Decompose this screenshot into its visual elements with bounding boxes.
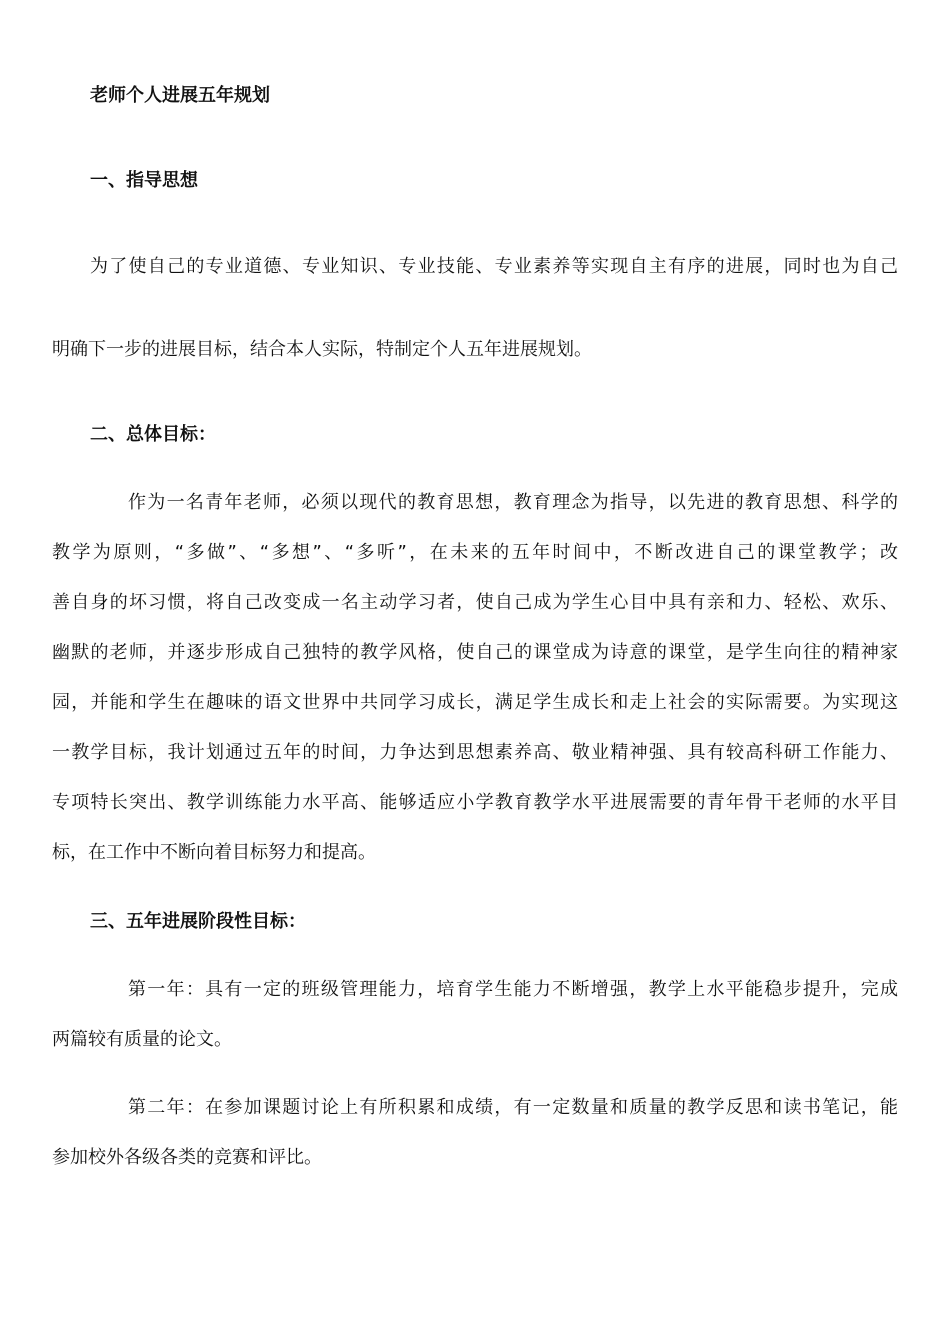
- paragraph-line: 明确下一步的进展目标，结合本人实际，特制定个人五年进展规划。: [52, 339, 592, 360]
- paragraph-line: 作为一名青年老师，必须以现代的教育思想，教育理念为指导，以先进的教育思想、科学的: [128, 492, 898, 513]
- paragraph-line: 幽默的老师，并逐步形成自己独特的教学风格，使自己的课堂成为诗意的课堂，是学生向往的精神家: [52, 642, 898, 663]
- paragraph-line: 第一年：具有一定的班级管理能力，培育学生能力不断增强，教学上水平能稳步提升，完成: [128, 979, 898, 1000]
- paragraph-line: 标，在工作中不断向着目标努力和提高。: [52, 842, 376, 863]
- paragraph-line: 教学为原则，“多做”、“多想”、“多听”，在未来的五年时间中，不断改进自己的课堂教学；改: [52, 542, 898, 563]
- section-heading-guiding-thought: 一、指导思想: [90, 170, 198, 191]
- paragraph-line: 为了使自己的专业道德、专业知识、专业技能、专业素养等实现自主有序的进展，同时也为自己: [90, 256, 898, 277]
- section-heading-stage-goals: 三、五年进展阶段性目标：: [90, 911, 306, 932]
- paragraph-line: 参加校外各级各类的竞赛和评比。: [52, 1147, 322, 1168]
- paragraph-line: 专项特长突出、教学训练能力水平高、能够适应小学教育教学水平进展需要的青年骨干老师的水平目: [52, 792, 898, 813]
- paragraph-line: 园，并能和学生在趣味的语文世界中共同学习成长，满足学生成长和走上社会的实际需要。为实现这: [52, 692, 898, 713]
- paragraph-line: 第二年：在参加课题讨论上有所积累和成绩，有一定数量和质量的教学反思和读书笔记，能: [128, 1097, 898, 1118]
- paragraph-line: 两篇较有质量的论文。: [52, 1029, 232, 1050]
- paragraph-line: 善自身的坏习惯，将自己改变成一名主动学习者，使自己成为学生心目中具有亲和力、轻松、欢乐、: [52, 592, 898, 613]
- section-heading-overall-goal: 二、总体目标：: [90, 424, 216, 445]
- paragraph-line: 一教学目标，我计划通过五年的时间，力争达到思想素养高、敬业精神强、具有较高科研工作能力、: [52, 742, 898, 763]
- document-title: 老师个人进展五年规划: [90, 85, 270, 106]
